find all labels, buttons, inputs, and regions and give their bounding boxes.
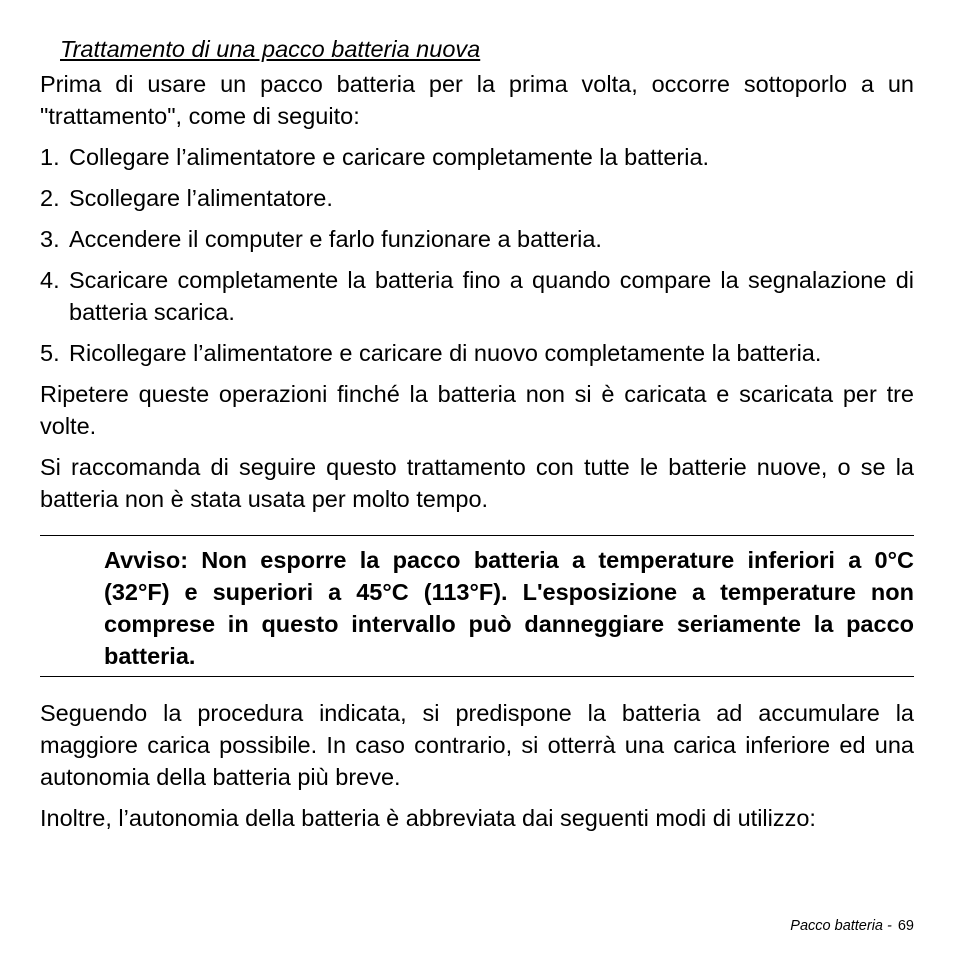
page-footer bbox=[790, 916, 914, 936]
intro-paragraph: Prima di usare un pacco batteria per la prima volta, occorre sottoporlo a un "trattamento", come di seguito: bbox=[40, 71, 914, 129]
repeat-paragraph: Ripetere queste operazioni finché la batteria non si è caricata e scaricata per tre volte. bbox=[40, 381, 914, 439]
warning-box bbox=[40, 535, 914, 677]
document-page bbox=[40, 34, 914, 843]
step-text: Scaricare completamente la batteria fino a quando compare la segnalazione di batteria scarica. bbox=[69, 267, 914, 325]
step-text: Collegare l’alimentatore e caricare completamente la batteria. bbox=[69, 144, 710, 170]
step-number: 3. bbox=[40, 226, 60, 252]
step-text: Accendere il computer e farlo funzionare a batteria. bbox=[69, 226, 602, 252]
warning-text: Avviso: Non esporre la pacco batteria a temperature inferiori a 0°C (32°F) e superiori a 45°C (113°F). L'esposizione a temperature non comprese in questo intervallo può danneggiare seriamente la pacco batteria. bbox=[104, 547, 914, 669]
steps-list bbox=[40, 141, 914, 369]
step-number: 2. bbox=[40, 185, 60, 211]
footer-section: Pacco batteria - bbox=[790, 918, 892, 934]
step-number: 1. bbox=[40, 144, 60, 170]
page-number: 69 bbox=[897, 918, 914, 934]
recommend-paragraph: Si raccomanda di seguire questo trattamento con tutte le batterie nuove, o se la batteria non è stata usata per molto tempo. bbox=[40, 454, 914, 512]
section-heading: Trattamento di una pacco batteria nuova bbox=[60, 36, 481, 62]
list-item bbox=[40, 264, 914, 328]
list-item bbox=[40, 141, 914, 173]
step-text: Scollegare l’alimentatore. bbox=[69, 185, 333, 211]
step-number: 4. bbox=[40, 267, 60, 293]
usage-paragraph: Inoltre, l’autonomia della batteria è abbreviata dai seguenti modi di utilizzo: bbox=[40, 805, 816, 831]
procedure-paragraph: Seguendo la procedura indicata, si predispone la batteria ad accumulare la maggiore carica possibile. In caso contrario, si otterrà una carica inferiore ed una autonomia della batteria più breve. bbox=[40, 700, 914, 790]
list-item bbox=[40, 337, 914, 369]
step-text: Ricollegare l’alimentatore e caricare di nuovo completamente la batteria. bbox=[69, 340, 822, 366]
list-item bbox=[40, 223, 914, 255]
list-item bbox=[40, 182, 914, 214]
step-number: 5. bbox=[40, 340, 60, 366]
